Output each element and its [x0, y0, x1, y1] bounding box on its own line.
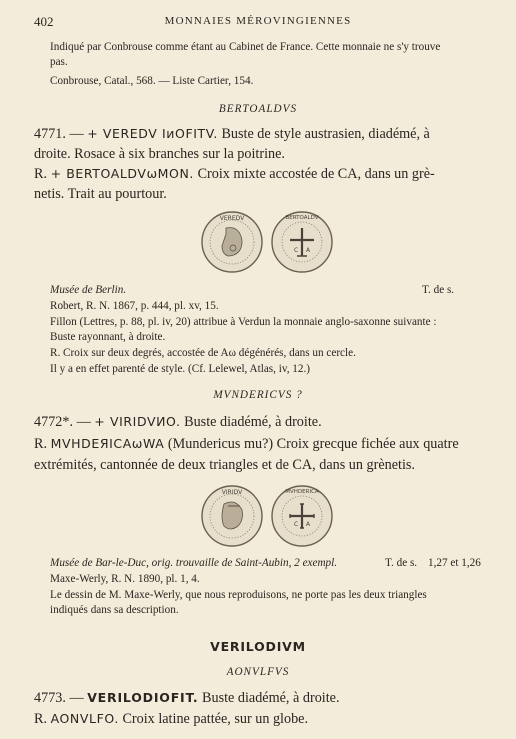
- coin-reverse-image: [270, 210, 334, 274]
- coin-entry-reverse: [34, 434, 459, 454]
- reverse-mark: R.: [34, 711, 48, 727]
- obverse-description: Buste diadémé, à droite.: [202, 690, 340, 706]
- obverse-legend: VERILODIOFIT.: [87, 690, 199, 705]
- reverse-legend: AONVLFO.: [50, 711, 119, 726]
- reference: Buste rayonnant, à droite.: [50, 331, 166, 343]
- svg-text:VIRIDV: VIRIDV: [221, 489, 243, 496]
- section-heading: BERTOALDVS: [218, 103, 298, 115]
- obverse-legend: + VEREDV IᴎOFITV.: [87, 126, 218, 141]
- coin-entry-obverse: [34, 412, 322, 432]
- reverse-description: extrémités, cantonnée de deux triangles et de CA, dans un grènetis.: [34, 457, 415, 473]
- collection: Musée de Berlin.: [50, 284, 127, 296]
- collection: Musée de Bar-le-Duc, orig. trouvaille de Saint-Aubin, 2 exempl.: [50, 557, 338, 569]
- entry-number: 4771. —: [34, 126, 84, 142]
- reference: R. Croix sur deux degrés, accostée de Aω dégénérés, dans un cercle.: [50, 347, 356, 359]
- svg-text:A: A: [306, 247, 311, 254]
- grade: T. de s.: [422, 284, 455, 296]
- reference: Robert, R. N. 1867, p. 444, pl. xv, 15.: [50, 300, 219, 312]
- svg-text:BERTOALDV: BERTOALDV: [285, 215, 319, 221]
- grade: T. de s.: [385, 557, 418, 569]
- reverse-description: (Mundericus mu?) Croix grecque fichée aux quatre: [167, 436, 459, 452]
- reverse-mark: R.: [34, 166, 48, 182]
- svg-text:A: A: [306, 521, 311, 528]
- section-heading: MVNDERICVS ?: [213, 389, 303, 401]
- reverse-mark: R.: [34, 436, 48, 452]
- obverse-description: droite. Rosace à six branches sur la poitrine.: [34, 146, 285, 162]
- weights: 1,27 et 1,26: [428, 557, 481, 569]
- reverse-description: netis. Trait au pourtour.: [34, 186, 167, 202]
- intro-line: Indiqué par Conbrouse comme étant au Cabinet de France. Cette monnaie ne s'y trouve: [50, 41, 441, 53]
- place-heading: VERILODIVM: [210, 639, 306, 654]
- reverse-legend: MVHDEЯICAωWA: [50, 436, 165, 451]
- obverse-description: Buste diadémé, à droite.: [184, 414, 322, 430]
- coin-obverse-image: [200, 484, 264, 548]
- intro-reference: Conbrouse, Catal., 568. — Liste Cartier, 154.: [50, 75, 254, 87]
- coin-entry-obverse: [34, 688, 340, 708]
- entry-number: 4773. —: [34, 690, 84, 706]
- intro-line: pas.: [50, 56, 68, 68]
- running-title: MONNAIES MÉROVINGIENNES: [164, 15, 352, 27]
- coin-reverse-image: [270, 484, 334, 548]
- svg-text:C: C: [294, 247, 299, 254]
- coin-entry-reverse: [34, 164, 435, 184]
- reverse-description: Croix latine pattée, sur un globe.: [122, 711, 309, 727]
- svg-text:C: C: [294, 521, 299, 528]
- svg-text:MVHDERICA: MVHDERICA: [285, 489, 319, 495]
- reverse-description: Croix mixte accostée de CA, dans un grè-: [197, 166, 435, 182]
- reference: indiqués dans sa description.: [50, 604, 179, 616]
- coin-entry-obverse: [34, 124, 430, 144]
- svg-text:VEREDV: VEREDV: [219, 215, 245, 222]
- reference: Fillon (Lettres, p. 88, pl. iv, 20) attribue à Verdun la monnaie anglo-saxonne suivante :: [50, 316, 437, 328]
- coin-obverse-image: [200, 210, 264, 274]
- page-number: 402: [34, 14, 54, 29]
- reference: Le dessin de M. Maxe-Werly, que nous reproduisons, ne porte pas les deux triangles: [50, 589, 427, 601]
- section-heading: AONVLFVS: [226, 666, 290, 678]
- collection-line: [50, 556, 337, 571]
- reference: Il y a en effet parenté de style. (Cf. Lelewel, Atlas, iv, 12.): [50, 363, 311, 375]
- entry-number: 4772*. —: [34, 414, 91, 430]
- reference: Maxe-Werly, R. N. 1890, pl. 1, 4.: [50, 573, 200, 585]
- reverse-legend: + BERTOALDVωMON.: [50, 166, 195, 181]
- obverse-description: Buste de style austrasien, diadémé, à: [221, 126, 430, 142]
- obverse-legend: + VIRIDVИO.: [94, 414, 181, 429]
- coin-entry-reverse: [34, 709, 308, 729]
